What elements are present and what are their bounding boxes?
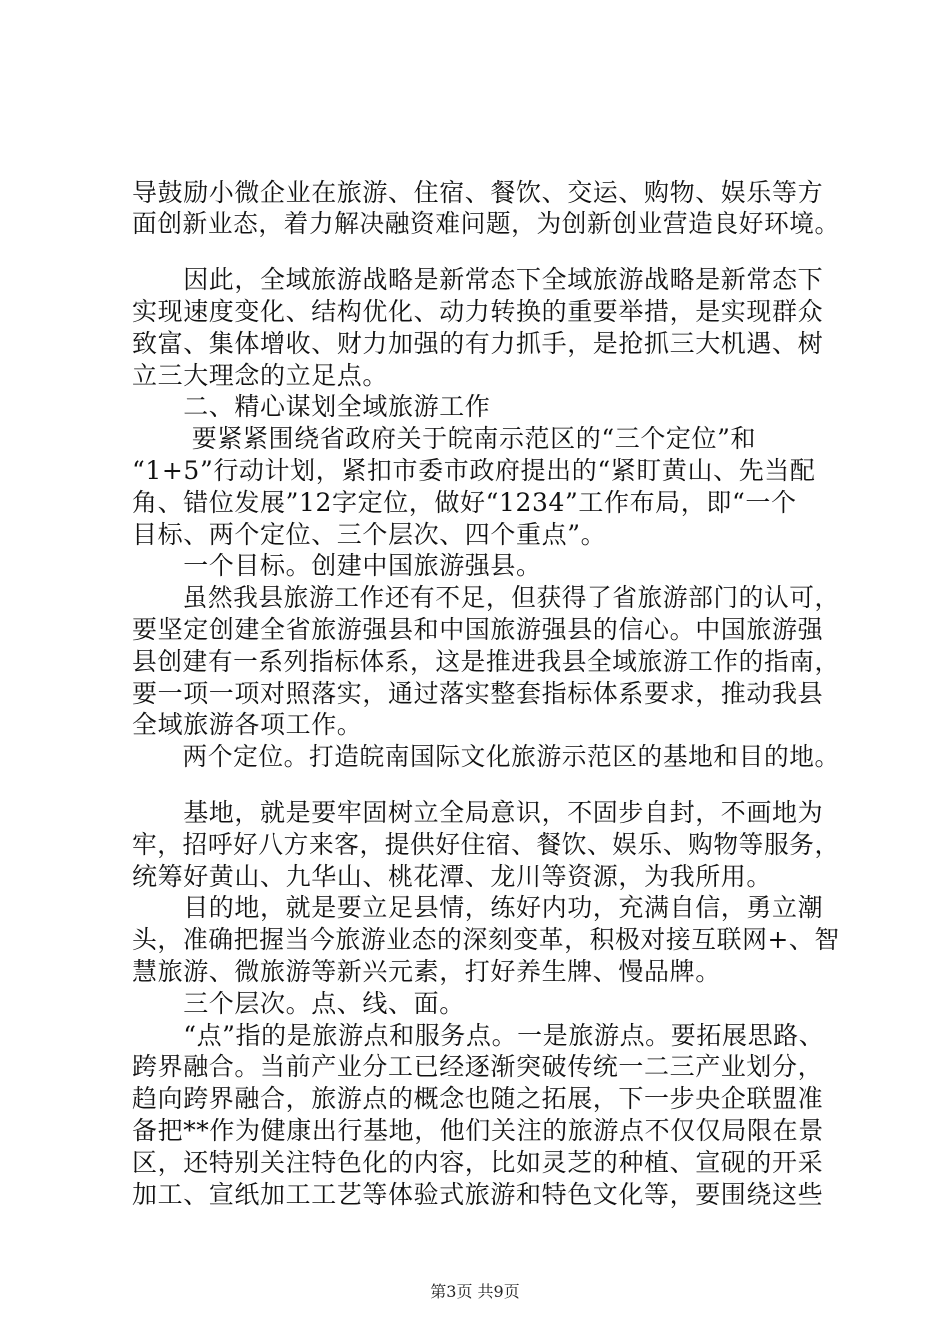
paragraph-line: 头，准确把握当今旅游业态的深刻变革，积极对接互联网+、智 bbox=[132, 925, 840, 954]
paragraph-line: 全域旅游各项工作。 bbox=[132, 710, 363, 739]
paragraph-line: 致富、集体增收、财力加强的有力抓手，是抢抓三大机遇、树 bbox=[132, 329, 824, 358]
paragraph-line: 立三大理念的立足点。 bbox=[132, 361, 389, 390]
paragraph-line: 两个定位。打造皖南国际文化旅游示范区的基地和目的地。 bbox=[132, 742, 840, 771]
paragraph-line: 导鼓励小微企业在旅游、住宿、餐饮、交运、购物、娱乐等方 bbox=[132, 178, 824, 207]
page-footer: 第3页 共9页 bbox=[430, 1282, 520, 1301]
paragraph-line: 加工、宣纸加工工艺等体验式旅游和特色文化等，要围绕这些 bbox=[132, 1180, 824, 1209]
paragraph-line: 实现速度变化、结构优化、动力转换的重要举措，是实现群众 bbox=[132, 297, 824, 326]
paragraph-line: 趋向跨界融合，旅游点的概念也随之拓展，下一步央企联盟准 bbox=[132, 1084, 824, 1113]
section-heading: 二、精心谋划全域旅游工作 bbox=[132, 392, 491, 421]
paragraph-line: 要紧紧围绕省政府关于皖南示范区的“三个定位”和 bbox=[132, 424, 757, 453]
paragraph-line: 基地，就是要牢固树立全局意识，不固步自封，不画地为 bbox=[132, 798, 824, 827]
paragraph-line: 跨界融合。当前产业分工已经逐渐突破传统一二三产业划分， bbox=[132, 1052, 824, 1081]
paragraph-line: 区，还特别关注特色化的内容，比如灵芝的种植、宣砚的开采 bbox=[132, 1148, 824, 1177]
paragraph-line: 因此，全域旅游战略是新常态下全域旅游战略是新常态下 bbox=[132, 265, 824, 294]
paragraph-line: 三个层次。点、线、面。 bbox=[132, 989, 465, 1018]
paragraph-line: 目的地，就是要立足县情，练好内功，充满自信，勇立潮 bbox=[132, 893, 824, 922]
paragraph-line: 慧旅游、微旅游等新兴元素，打好养生牌、慢品牌。 bbox=[132, 957, 721, 986]
paragraph-line: 虽然我县旅游工作还有不足，但获得了省旅游部门的认可， bbox=[132, 583, 840, 612]
paragraph-line: 牢，招呼好八方来客，提供好住宿、餐饮、娱乐、购物等服务， bbox=[132, 830, 840, 859]
paragraph-line: 目标、两个定位、三个层次、四个重点”。 bbox=[132, 520, 607, 549]
paragraph-line: 角、错位发展”12字定位，做好“1234”工作布局，即“一个 bbox=[132, 488, 797, 517]
paragraph-line: “点”指的是旅游点和服务点。一是旅游点。要拓展思路、 bbox=[132, 1021, 825, 1050]
paragraph-line: 统筹好黄山、九华山、桃花潭、龙川等资源，为我所用。 bbox=[132, 862, 773, 891]
paragraph-line: 要一项一项对照落实，通过落实整套指标体系要求，推动我县 bbox=[132, 679, 824, 708]
paragraph-line: “1+5”行动计划，紧扣市委市政府提出的“紧盯黄山、先当配 bbox=[132, 456, 816, 485]
paragraph-line: 一个目标。创建中国旅游强县。 bbox=[132, 551, 542, 580]
paragraph-line: 面创新业态，着力解决融资难问题，为创新创业营造良好环境。 bbox=[132, 209, 840, 238]
paragraph-line: 要坚定创建全省旅游强县和中国旅游强县的信心。中国旅游强 bbox=[132, 615, 824, 644]
paragraph-line: 备把**作为健康出行基地，他们关注的旅游点不仅仅局限在景 bbox=[132, 1116, 824, 1145]
paragraph-line: 县创建有一系列指标体系，这是推进我县全域旅游工作的指南， bbox=[132, 647, 840, 676]
